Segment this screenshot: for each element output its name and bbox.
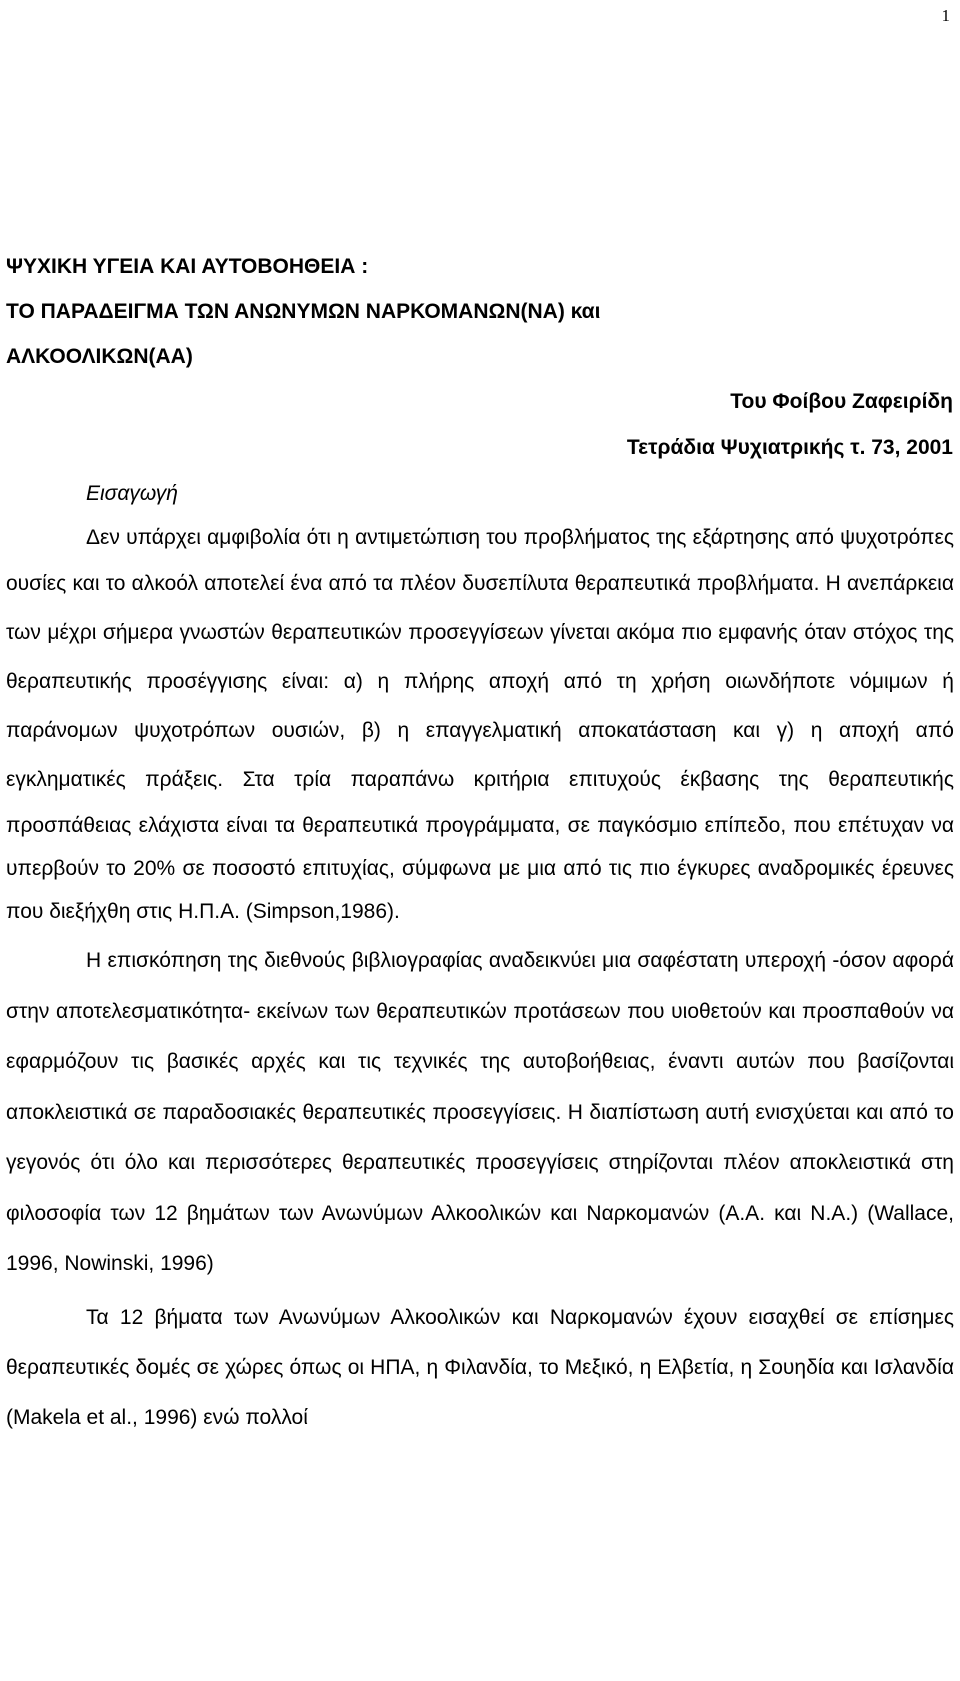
- source-citation: Τετράδια Ψυχιατρικής τ. 73, 2001: [626, 436, 953, 459]
- paragraph-text: Στα τρία παραπάνω κριτήρια επιτυχούς έκβασης της θεραπευτικής προσπάθειας ελάχιστα είναι τα θεραπευτικά προγράμματα, σε παγκόσμιο επίπεδο, που επέτυχαν να υπερβούν το 20% σε ποσοστό επιτυχίας, σύμφωνα με μια από τις πιο έγκυρες αναδρομικές έρευνες που διεξήχθη στις Η.Π.Α. (Simpson,1986).: [6, 768, 954, 923]
- title-line: ΑΛΚΟΟΛΙΚΩΝ(ΑΑ): [6, 345, 193, 368]
- byline: [6, 379, 954, 471]
- page-number: 1: [941, 6, 950, 25]
- paragraph-text: Δεν υπάρχει αμφιβολία ότι η αντιμετώπιση του προβλήματος της εξάρτησης από ψυχοτρόπες ουσίες και το αλκοόλ αποτελεί ένα από τα πλέον δυσεπίλυτα θεραπευτικά προβλήματα.: [6, 526, 954, 595]
- section-heading: Εισαγωγή: [86, 482, 178, 505]
- title-line: ΨΥΧΙΚΗ ΥΓΕΙΑ ΚΑΙ ΑΥΤΟΒΟΗΘΕΙΑ :: [6, 255, 369, 278]
- body-paragraph: Τα 12 βήματα των Ανωνύμων Αλκοολικών και Ναρκομανών έχουν εισαχθεί σε επίσημες θεραπευτικές δομές σε χώρες όπως οι ΗΠΑ, η Φιλανδία, το Μεξικό, η Ελβετία, η Σουηδία και Ισλανδία (Makela et al., 1996) ενώ πολλοί: [6, 1305, 954, 1429]
- author: Του Φοίβου Ζαφειρίδη: [730, 390, 953, 413]
- title-line: ΤΟ ΠΑΡΑΔΕΙΓΜΑ ΤΩΝ ΑΝΩΝΥΜΩΝ ΝΑΡΚΟΜΑΝΩΝ(ΝΑ) και: [6, 300, 601, 323]
- article-title: [6, 244, 954, 379]
- body-paragraph: Η επισκόπηση της διεθνούς βιβλιογραφίας αναδεικνύει μια σαφέστατη υπεροχή -όσον αφορά στην αποτελεσματικότητα- εκείνων των θεραπευτικών προτάσεων που υιοθετούν και προσπαθούν να εφαρμόζουν τις βασικές αρχές και τις τεχνικές της αυτοβοήθειας, έναντι αυτών που βασίζονται αποκλειστικά σε παραδοσιακές θεραπευτικές προσεγγίσεις. Η διαπίστωση αυτή ενισχύεται και από το γεγονός ότι όλο και περισσότερες θεραπευτικές προσεγγίσεις στηρίζονται πλέον αποκλειστικά στη φιλοσοφία των 12 βημάτων των Ανωνύμων Αλκοολικών και Ναρκομανών (Α.Α. και Ν.Α.) (Wallace, 1996, Nowinski, 1996): [6, 949, 954, 1275]
- body-paragraph: [6, 516, 954, 933]
- article-body: [6, 244, 954, 1443]
- paragraph-text: Η ανεπάρκεια των μέχρι σήμερα γνωστών θεραπευτικών προσεγγίσεων γίνεται ακόμα πιο εμφανής όταν στόχος της θεραπευτικής προσέγγισης είναι: α) η πλήρης αποχή από τη χρήση οιωνδήποτε νόμιμων ή παράνομων ψυχοτρόπων ουσιών, β) η επαγγελματική αποκατάσταση και γ) η αποχή από εγκληματικές πράξεις.: [6, 572, 954, 791]
